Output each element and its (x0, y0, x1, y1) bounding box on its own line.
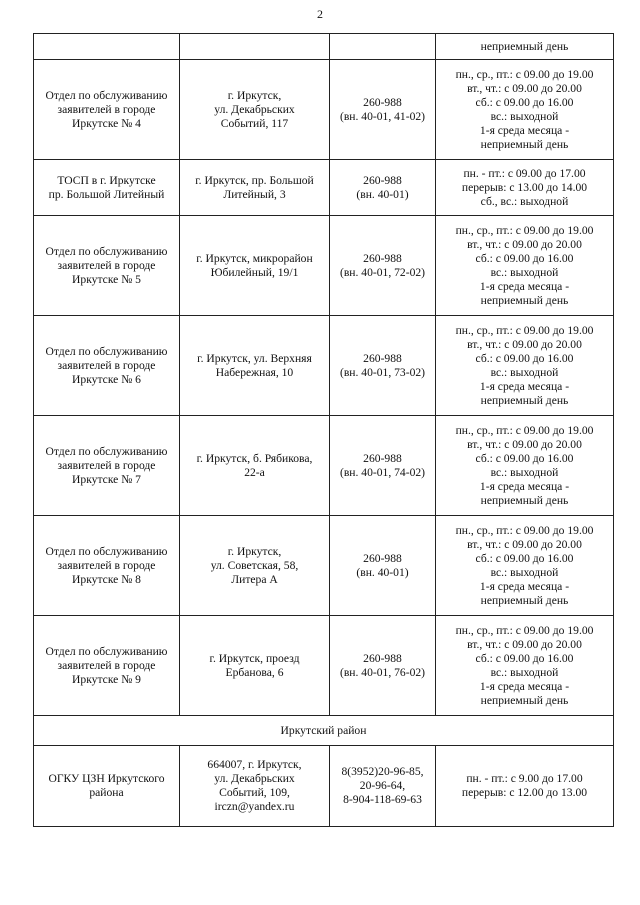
table-row-office-9 (34, 616, 614, 716)
office-hours-cell: пн., ср., пт.: с 09.00 до 19.00 вт., чт.: с 09.00 до 20.00 сб.: с 09.00 до 16.00 вс.: выходной 1-я среда месяца - неприемный день (436, 616, 614, 716)
office-hours-cell: пн., ср., пт.: с 09.00 до 19.00 вт., чт.: с 09.00 до 20.00 сб.: с 09.00 до 16.00 вс.: выходной 1-я среда месяца - неприемный день (436, 60, 614, 160)
office-phone-cell: 260-988 (вн. 40-01, 73-02) (330, 316, 436, 416)
office-address-cell: 664007, г. Иркутск, ул. Декабрьских Событий, 109, irczn@yandex.ru (180, 746, 330, 827)
section-title: Иркутский район (34, 716, 614, 746)
office-name-cell: ТОСП в г. Иркутске пр. Большой Литейный (34, 160, 180, 216)
office-name-cell: Отдел по обслуживанию заявителей в городе Иркутске № 4 (34, 60, 180, 160)
table-row-office-8 (34, 516, 614, 616)
table-row-office-5 (34, 216, 614, 316)
office-address-cell: г. Иркутск, пр. Большой Литейный, 3 (180, 160, 330, 216)
offices-table (33, 33, 614, 827)
office-address-cell: г. Иркутск, ул. Верхняя Набережная, 10 (180, 316, 330, 416)
office-phone-cell: 260-988 (вн. 40-01, 72-02) (330, 216, 436, 316)
office-hours-cell: пн., ср., пт.: с 09.00 до 19.00 вт., чт.: с 09.00 до 20.00 сб.: с 09.00 до 16.00 вс.: выходной 1-я среда месяца - неприемный день (436, 316, 614, 416)
office-address-cell: г. Иркутск, микрорайон Юбилейный, 19/1 (180, 216, 330, 316)
office-address-cell (180, 34, 330, 60)
office-phone-cell: 8(3952)20-96-85, 20-96-64, 8-904-118-69-63 (330, 746, 436, 827)
office-hours-cell: пн. - пт.: с 09.00 до 17.00 перерыв: с 13.00 до 14.00 сб., вс.: выходной (436, 160, 614, 216)
office-name-cell (34, 34, 180, 60)
office-name-cell: Отдел по обслуживанию заявителей в городе Иркутске № 7 (34, 416, 180, 516)
office-name-cell: Отдел по обслуживанию заявителей в городе Иркутске № 5 (34, 216, 180, 316)
office-hours-cell: пн. - пт.: с 9.00 до 17.00 перерыв: с 12.00 до 13.00 (436, 746, 614, 827)
office-phone-cell: 260-988 (вн. 40-01) (330, 160, 436, 216)
office-hours-cell: пн., ср., пт.: с 09.00 до 19.00 вт., чт.: с 09.00 до 20.00 сб.: с 09.00 до 16.00 вс.: выходной 1-я среда месяца - неприемный день (436, 416, 614, 516)
office-phone-cell: 260-988 (вн. 40-01, 74-02) (330, 416, 436, 516)
office-address-cell: г. Иркутск, проезд Ербанова, 6 (180, 616, 330, 716)
page-number: 2 (317, 7, 323, 21)
office-phone-cell: 260-988 (вн. 40-01, 76-02) (330, 616, 436, 716)
office-name-cell: Отдел по обслуживанию заявителей в городе Иркутске № 8 (34, 516, 180, 616)
office-phone-cell: 260-988 (вн. 40-01, 41-02) (330, 60, 436, 160)
office-name-cell: Отдел по обслуживанию заявителей в городе Иркутске № 9 (34, 616, 180, 716)
table-row-continued (34, 34, 614, 60)
office-hours-cell: неприемный день (436, 34, 614, 60)
office-name-cell: ОГКУ ЦЗН Иркутского района (34, 746, 180, 827)
office-name-cell: Отдел по обслуживанию заявителей в городе Иркутске № 6 (34, 316, 180, 416)
office-hours-cell: пн., ср., пт.: с 09.00 до 19.00 вт., чт.: с 09.00 до 20.00 сб.: с 09.00 до 16.00 вс.: выходной 1-я среда месяца - неприемный день (436, 216, 614, 316)
table-row-office-6 (34, 316, 614, 416)
office-hours-cell: пн., ср., пт.: с 09.00 до 19.00 вт., чт.: с 09.00 до 20.00 сб.: с 09.00 до 16.00 вс.: выходной 1-я среда месяца - неприемный день (436, 516, 614, 616)
office-address-cell: г. Иркутск, б. Рябикова, 22-а (180, 416, 330, 516)
table-section-row (34, 716, 614, 746)
office-phone-cell (330, 34, 436, 60)
office-phone-cell: 260-988 (вн. 40-01) (330, 516, 436, 616)
table-row-office-7 (34, 416, 614, 516)
office-address-cell: г. Иркутск, ул. Декабрьских Событий, 117 (180, 60, 330, 160)
office-address-cell: г. Иркутск, ул. Советская, 58, Литера А (180, 516, 330, 616)
table-row-office-4 (34, 60, 614, 160)
table-row-tosp (34, 160, 614, 216)
table-row-czn (34, 746, 614, 827)
